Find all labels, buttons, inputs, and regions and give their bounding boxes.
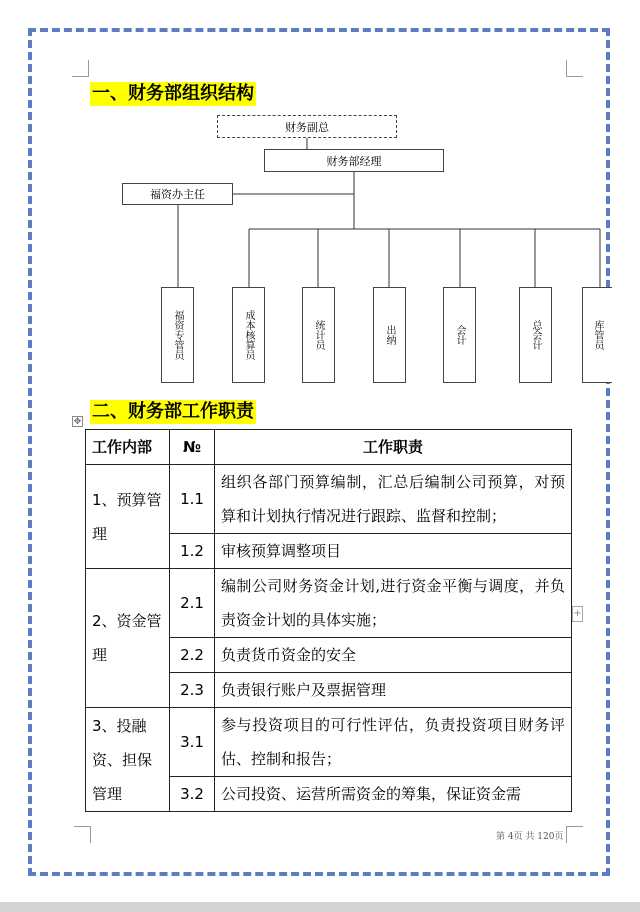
- crop-mark-bottom-right: [566, 826, 583, 843]
- org-box-deputy-director-label: 财务副总: [285, 120, 329, 134]
- org-staff-label: 出纳: [384, 325, 395, 345]
- move-handle-icon[interactable]: ✥: [73, 417, 82, 427]
- add-column-icon[interactable]: +: [572, 606, 583, 622]
- duty-text: 组织各部门预算编制，汇总后编制公司预算，对预算和计划执行情况进行跟踪、监督和控制；: [215, 465, 572, 534]
- org-staff-label: 成本核算员: [243, 310, 254, 360]
- duty-text: 负责银行账户及票据管理: [215, 673, 572, 708]
- table-row: [86, 708, 572, 777]
- header-number: №: [170, 430, 215, 465]
- item-number: 1.2: [170, 534, 215, 569]
- org-box-staff-7: [582, 287, 612, 383]
- section-title-org-structure: 一、财务部组织结构: [92, 83, 254, 104]
- work-area-cell: 3、投融资、担保管理: [86, 708, 170, 812]
- section-title-duties: 二、财务部工作职责: [92, 401, 254, 422]
- org-box-staff-2: [232, 287, 265, 383]
- duty-text: 参与投资项目的可行性评估，负责投资项目财务评估、控制和报告；: [215, 708, 572, 777]
- org-box-deputy-director: [217, 115, 397, 138]
- item-number: 3.1: [170, 708, 215, 777]
- org-box-department-manager-label: 财务部经理: [326, 154, 382, 168]
- org-staff-label: 会计: [454, 325, 465, 345]
- org-box-welfare-director-label: 福资办主任: [150, 188, 205, 201]
- org-staff-label: 福资专管员: [172, 310, 183, 360]
- item-number: 2.1: [170, 569, 215, 638]
- header-duty: 工作职责: [215, 430, 572, 465]
- duty-text: 编制公司财务资金计划,进行资金平衡与调度，并负责资金计划的具体实施；: [215, 569, 572, 638]
- item-number: 3.2: [170, 777, 215, 812]
- duties-table: [85, 429, 572, 812]
- work-area-cell: 1、预算管理: [86, 465, 170, 569]
- item-number: 2.3: [170, 673, 215, 708]
- work-area-cell: 2、资金管理: [86, 569, 170, 708]
- org-box-staff-3: [302, 287, 335, 383]
- crop-mark-top-left: [72, 60, 89, 77]
- org-box-department-manager: [264, 149, 444, 172]
- org-box-welfare-director: [122, 183, 233, 205]
- org-staff-label: 统计员: [313, 320, 324, 350]
- header-work-area: 工作内部: [86, 430, 170, 465]
- table-header-row: [86, 430, 572, 465]
- duty-text: 公司投资、运营所需资金的筹集，保证资金需: [215, 777, 572, 812]
- crop-mark-bottom-left: [74, 826, 91, 843]
- org-staff-label: 库管员: [592, 320, 603, 350]
- scroll-area-bottom: [0, 902, 640, 912]
- item-number: 2.2: [170, 638, 215, 673]
- table-row: [86, 465, 572, 534]
- org-box-staff-6: [519, 287, 552, 383]
- crop-mark-top-right: [566, 60, 583, 77]
- org-box-staff-5: [443, 287, 476, 383]
- org-staff-label: 总会计: [530, 320, 541, 350]
- duty-text: 审核预算调整项目: [215, 534, 572, 569]
- table-row: [86, 569, 572, 638]
- org-box-staff-1: [161, 287, 194, 383]
- page-number-footer: 第 4页 共 120页: [496, 832, 564, 842]
- org-box-staff-4: [373, 287, 406, 383]
- duty-text: 负责货币资金的安全: [215, 638, 572, 673]
- item-number: 1.1: [170, 465, 215, 534]
